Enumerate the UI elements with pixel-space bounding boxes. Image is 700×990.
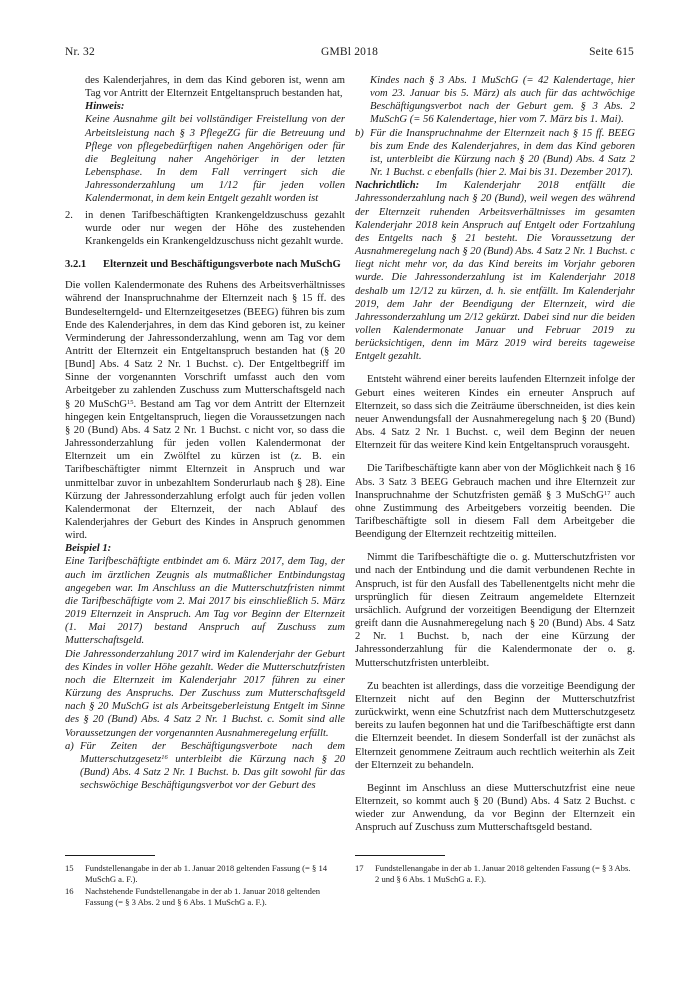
body-text-part2: . Bestand am Tag vor dem Antritt der Elternzeit hingegen kein Entgeltanspruch, liegen die Voraussetzungen nach § 20 (Bund) Abs. 4 Satz 2 Nr. 1 Buchst. c nicht vor, so dass die Jahressonderzahlung für jeden vollen Kalendermonat der Elternzeit um ein Zwölftel zu kürzen ist (z. B. ein Tarifbeschäftigter nimmt Elternzeit in Anspruch und war unmittelbar zuvor in unbezahltem Sonderurlaub nach § 28). Eine Kürzung der Jahressonderzahlung erfolgt auch für jeden vollen Kalendermonat der Elternzeit, der nach Ablauf des Kalenderjahres der Geburt des Kindes in Anspruch genommen wird. [65, 398, 346, 542]
footnote-16 [65, 886, 345, 907]
page-number: Seite 615 [589, 46, 634, 58]
footnote-divider [355, 855, 445, 856]
body-paragraph-1: Entsteht während einer bereits laufenden Elternzeit infolge der Geburt eines weiteren Kindes ein erneuter Anspruch auf Elternzeit, so dass sich die Zeiträume überschneiden, ist dies kein neuer Anwendungsfall der Ausnahmeregelung nach § 20 (Bund) Abs. 4 Satz 2 Nr. 1 Buchst. c, weil dem Beginn der neuen Elternzeit für das weitere Kind kein Entgeltanspruch vorausgeht. [355, 374, 635, 452]
body-paragraph-2-part1: Die Tarifbeschäftigte kann aber von der Möglichkeit nach § 16 Abs. 3 Satz 3 BEEG Gebrauch machen und ihre Elternzeit zur Inanspruchnahme der Schutzfristen gemäß § 3 MuSchG [355, 463, 635, 501]
nachrichtlich-paragraph [355, 179, 635, 363]
footnote-ref-16[interactable]: 16 [161, 753, 168, 761]
body-paragraph-2-part2: auch ohne Zustimmung des Arbeitgebers vorzeitig beenden. Die Tarifbeschäftigte soll in diesem Fall dem Arbeitgeber die Beendigung der Elternzeit rechtzeitig mitteilen. [355, 489, 635, 541]
footnote-ref-17[interactable]: 17 [603, 489, 611, 497]
body-paragraph-5: Beginnt im Anschluss an diese Mutterschutzfrist eine neue Elternzeit, so kommt auch § 20 (Bund) Abs. 4 Satz 2 Buchst. c wieder zur Anwendung, da vor Beginn der Elternzeit ein Anspruch auf Zuschuss zum Mutterschaftsgeld bestand. [355, 782, 635, 834]
nachrichtlich-label: Nachrichtlich: [355, 180, 420, 192]
footnote-ref-15[interactable]: 15 [127, 398, 134, 406]
example-title: Beispiel 1: [65, 543, 112, 555]
footnote-divider [65, 855, 155, 856]
hint-block [65, 100, 345, 205]
left-column [65, 74, 345, 792]
footnote-text: Fundstellenangabe in der ab 1. Januar 2018 geltenden Fassung (= § 3 Abs. 2 und § 6 Abs. 1 MuSchG a. F.). [375, 863, 631, 884]
list-item-2 [65, 209, 345, 248]
body-paragraph-3: Nimmt die Tarifbeschäftigte die o. g. Mutterschutzfristen vor und nach der Entbindung und die damit verbundenen Rechte in Anspruch, ist für den Ausfall des Tabellenentgelts nicht mehr die ursprünglich für diesen Zeitraum angemeldete Elternzeit ursächlich. Aufgrund der vorzeitigen Beendigung der Elternzeit greift dann die Ausnahmeregelung nach § 20 (Bund) Abs. 4 Satz 2 Nr. 1 Buchst. b, nach der eine Kürzung der Jahressonderzahlung für die Kalendermonate der o. g. Mutterschutzfristen unterbleibt. [355, 552, 635, 669]
footnote-number: 16 [65, 886, 74, 897]
list-item-number: 2. [65, 209, 73, 221]
running-header [65, 46, 634, 62]
hint-text: Keine Ausnahme gilt bei vollständiger Freistellung von der Arbeitsleistung nach § 3 PflegeZG für die Betreuung und Pflege von pflegebedürftigen nahen Angehörigen oder für die Begleitung naher Angehöriger in der letzten Lebensphase. In dem Fall verringert sich die Jahressonderzahlung um 1/12 für jeden vollen Kalendermonat, in dem kein Entgelt gezahlt worden ist [85, 114, 345, 205]
nachrichtlich-text: Im Kalenderjahr 2018 entfällt die Jahressonderzahlung nach § 20 (Bund), weil wegen des während der Elternzeit ruhenden Arbeitsverhältnisses im gesamten Kalenderjahr 2018 kein Anspruch auf Entgelt oder Fortzahlung des Entgelts nach § 21 besteht. Die Voraussetzung der Ausnahmeregelung nach § 20 (Bund) Abs. 4 Satz 2 Nr. 1 Buchst. c liegt nicht mehr vor, da das Kind bereits im Vorjahr geboren wurde. Die Jahressonderzahlung ist im Kalenderjahr 2018 deshalb um 12/12 zu kürzen, d. h. sie entfällt. Im Kalenderjahr 2019, dem Jahr der Beendigung der Elternzeit, wird die Jahressonderzahlung um 2/12 gekürzt. Dabei sind nur die beiden vollen Kalendermonate Januar und Februar 2019 zu berücksichtigen, denn im März 2019 wird bereits tageweise Entgelt gezahlt. [355, 180, 635, 363]
footnotes-right [355, 855, 635, 886]
body-paragraph-2 [355, 462, 635, 541]
footnote-text: Nachstehende Fundstellenangabe in der ab 1. Januar 2018 geltenden Fassung (= § 3 Abs. 2 und § 6 Abs. 1 MuSchG a. F.). [85, 886, 321, 907]
footnote-text: Fundstellenangabe in der ab 1. Januar 2018 geltenden Fassung (= § 14 MuSchG a. F.). [85, 863, 328, 884]
example-item-b [355, 127, 635, 180]
section-number: 3.2.1 [65, 259, 87, 271]
footnote-number: 15 [65, 863, 74, 873]
example-item-a-continued: Kindes nach § 3 Abs. 1 MuSchG (= 42 Kalendertage, hier vom 23. Januar bis 5. März) als auch für das achtwöchige Beschäftigungsverbot nach der Geburt gem. § 3 Abs. 2 MuSchG (= 56 Kalendertage, hier vom 7. März bis 1. Mai). [370, 75, 635, 126]
section-title: Elternzeit und Beschäftigungsverbote nach MuSchG [103, 259, 341, 271]
example-item-a-text1: Für Zeiten der Beschäftigungsverbote nach dem Mutterschutzgesetz [80, 740, 345, 765]
section-heading [65, 258, 345, 271]
footnote-17 [355, 863, 635, 884]
body-paragraph [65, 279, 345, 542]
intro-continuation: des Kalenderjahres, in dem das Kind geboren ist, wenn am Tag vor Antritt der Elternzeit Entgeltanspruch bestanden hat, [85, 75, 345, 100]
example-item-a-text2: unterbleibt die Kürzung nach § 20 (Bund) Abs. 4 Satz 2 Nr. 1 Buchst. b. Das gilt sowohl für das sechswöchige Beschäftigungsverbot vor der Geburt des [80, 753, 345, 792]
example-item-a-label: a) [65, 740, 74, 752]
example-paragraph-1: Eine Tarifbeschäftigte entbindet am 6. März 2017, dem Tag, der auch im ärztlichen Zeugnis als mutmaßlicher Entbindungstag angegeben war. Im Anschluss an die Mutterschutzfristen nimmt die Tarifbeschäftigte vom 2. Mai 2017 bis einschließlich 5. März 2019 Elternzeit in Anspruch. Am Tag vor Beginn der Elternzeit (1. Mai 2017) bestand Anspruch auf Zuschuss zum Mutterschaftsgeld. [65, 556, 345, 647]
hint-title: Hinweis: [85, 101, 125, 113]
example-paragraph-2: Die Jahressonderzahlung 2017 wird im Kalenderjahr der Geburt des Kindes in voller Höhe gezahlt. Weder die Mutterschutzfristen noch die Elternzeit im Kalenderjahr 2017 führen zu einer Kürzung des Anspruchs. Der Zuschuss zum Mutterschaftsgeld nach § 20 MuSchG ist als Arbeitsgeberleistung Entgelt im Sinne des § 20 (Bund) Abs. 4 Satz 2 Nr. 1 Buchst. c. Somit sind alle Voraussetzungen der vorgenannten Ausnahmeregelung erfüllt. [65, 648, 345, 739]
example-item-b-label: b) [355, 127, 364, 139]
body-text-part1: Die vollen Kalendermonate des Ruhens des Arbeitsverhältnisses während der Inanspruchnahme der Elternzeit nach § 15 ff. des Bundeselterngeld- und Elternzeitgesetzes (BEEG) führen bis zum Ende des Kalenderjahres, in dem das Kind geboren ist, zu keiner Verminderung der Jahressonderzahlung, wenn am Tag vor dem Antritt der Elternzeit ein Entgeltanspruch bestanden hat (§ 20 [Bund] Abs. 4 Satz 2 Nr. 1 Buchst. c). Der Entgeltbegriff im Sinne der vorgenannten Vorschrift umfasst auch den vom Arbeitgeber zu zahlenden Zuschuss zum Mutterschaftsgeld nach § 20 MuSchG [65, 280, 345, 410]
right-column [355, 74, 635, 834]
footnote-15 [65, 863, 345, 884]
footnote-number: 17 [355, 863, 364, 873]
example-item-b-text: Für die Inanspruchnahme der Elternzeit nach § 15 ff. BEEG bis zum Ende des Kalenderjahres, in dem das Kind geboren ist, unterbleibt die Kürzung nach § 20 (Bund) Abs. 4 Satz 2 Nr. 1 Buchst. c ebenfalls (hier 2. Mai bis 31. Dezember 2017). [370, 127, 635, 179]
journal-title: GMBl 2018 [320, 46, 379, 58]
body-paragraph-4: Zu beachten ist allerdings, dass die vorzeitige Beendigung der Elternzeit nicht auf den Beginn der Mutterschutzfrist zurückwirkt, wenn eine Schutzfrist nach dem Mutterschutzgesetz bereits zu laufen begonnen hat und die Tarifbeschäftigte erst dann die Elternzeit beendet. In diesem Sonderfall ist der zunächst als Elternzeit genommene Zeitraum auch rechtlich weiterhin als Zeit der Elternzeit zu behandeln. [355, 680, 635, 771]
footnotes-left [65, 855, 345, 909]
example-item-a [65, 740, 345, 793]
list-item-text: in denen Tarifbeschäftigten Krankengeldzuschuss gezahlt wurde oder nur wegen der Höhe des zustehenden Krankengelds ein Krankengeldzuschuss nicht gezahlt wurde. [85, 209, 345, 247]
issue-number: Nr. 32 [65, 46, 95, 58]
